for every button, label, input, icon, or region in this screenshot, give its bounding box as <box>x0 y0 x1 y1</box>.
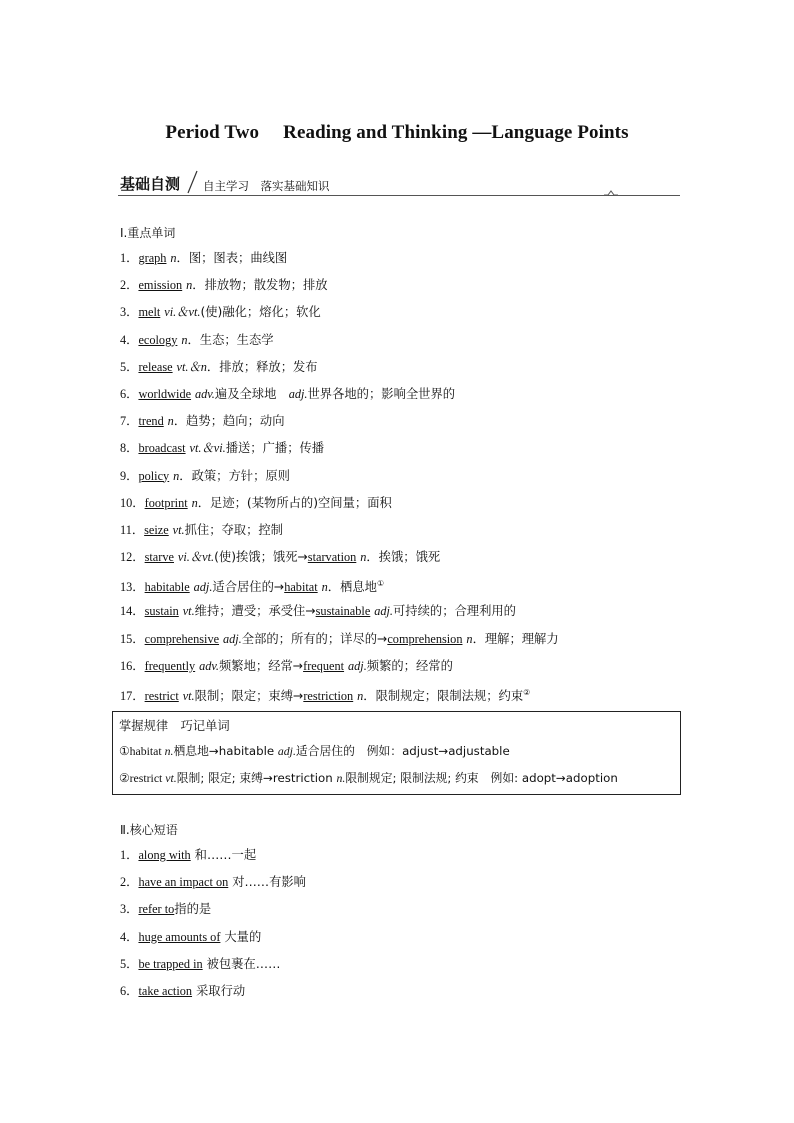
word-item: 16．frequently adv.频繁地；经常→frequent adj.频繁的；经常的 <box>120 658 453 673</box>
phrase-item: 5．be trapped in 被包裹在…… <box>120 956 281 971</box>
word-item: 5．release vt.＆n．排放；释放；发布 <box>120 359 318 374</box>
word-item: 3．melt vi.＆vt.(使)融化；熔化；软化 <box>120 305 321 320</box>
word-item: 10．footprint n．足迹；(某物所占的)空间量；面积 <box>120 495 392 510</box>
phrase-list <box>120 845 690 1008</box>
phrase-item: 2．have an impact on 对……有影响 <box>120 875 306 890</box>
banner-sub-label: 自主学习 落实基础知识 <box>203 179 330 193</box>
word-item: 6．worldwide adv.遍及全球地 adj.世界各地的；影响全世界的 <box>120 386 456 401</box>
tip-box-heading: 掌握规律 巧记单词 <box>119 719 230 733</box>
word-item: 8．broadcast vt.＆vi.播送；广播；传播 <box>120 441 325 456</box>
word-item: 2．emission n．排放物；散发物；排放 <box>120 278 328 293</box>
word-item: 7．trend n．趋势；趋向；动向 <box>120 414 285 429</box>
banner-notch-icon <box>604 190 618 198</box>
word-item: 4．ecology n．生态；生态学 <box>120 332 274 347</box>
phrase-item: 6．take action 采取行动 <box>120 983 246 998</box>
word-list <box>120 248 690 710</box>
banner-main-label: 基础自测 <box>120 175 181 193</box>
word-item: 9．policy n．政策；方针；原则 <box>120 468 290 483</box>
banner-slash-icon <box>186 170 198 194</box>
phrase-item: 1．along with 和……一起 <box>120 848 257 862</box>
title-part-2: Reading and Thinking —Language Points <box>283 122 629 143</box>
tip-row-2: ②restrict vt.限制; 限定; 束缚→restriction n.限制规定; 限制法规; 约束 例如: adopt→adoption <box>119 771 618 785</box>
title-part-1: Period Two <box>165 122 260 143</box>
word-item: 12．starve vi.＆vt.(使)挨饿；饿死→starvation n．挨饿；饿死 <box>120 550 441 565</box>
word-item: 15．comprehensive adj.全部的；所有的；详尽的→comprehension n．理解；理解力 <box>120 631 559 646</box>
word-item: 17．restrict vt.限制；限定；束缚→restriction n．限制规定；限制法规；约束② <box>120 688 531 704</box>
section-2-heading: Ⅱ.核心短语 <box>120 823 178 837</box>
phrase-item: 3．refer to指的是 <box>120 902 212 917</box>
word-item: 13．habitable adj.适合居住的→habitat n．栖息地① <box>120 579 385 595</box>
word-item: 14．sustain vt.维持；遭受；承受住→sustainable adj.可持续的；合理利用的 <box>120 604 516 619</box>
banner-divider <box>118 195 680 196</box>
page-title <box>0 122 794 144</box>
memory-tip-box <box>112 711 681 795</box>
word-item: 11．seize vt.抓住；夺取；控制 <box>120 522 283 537</box>
phrase-item: 4．huge amounts of 大量的 <box>120 929 262 944</box>
section-banner <box>118 170 680 198</box>
word-item: 1．graph n．图；图表；曲线图 <box>120 251 288 265</box>
section-1-heading: Ⅰ.重点单词 <box>120 226 176 240</box>
tip-row-1: ①habitat n.栖息地→habitable adj.适合居住的 例如：adjust→adjustable <box>119 744 510 758</box>
